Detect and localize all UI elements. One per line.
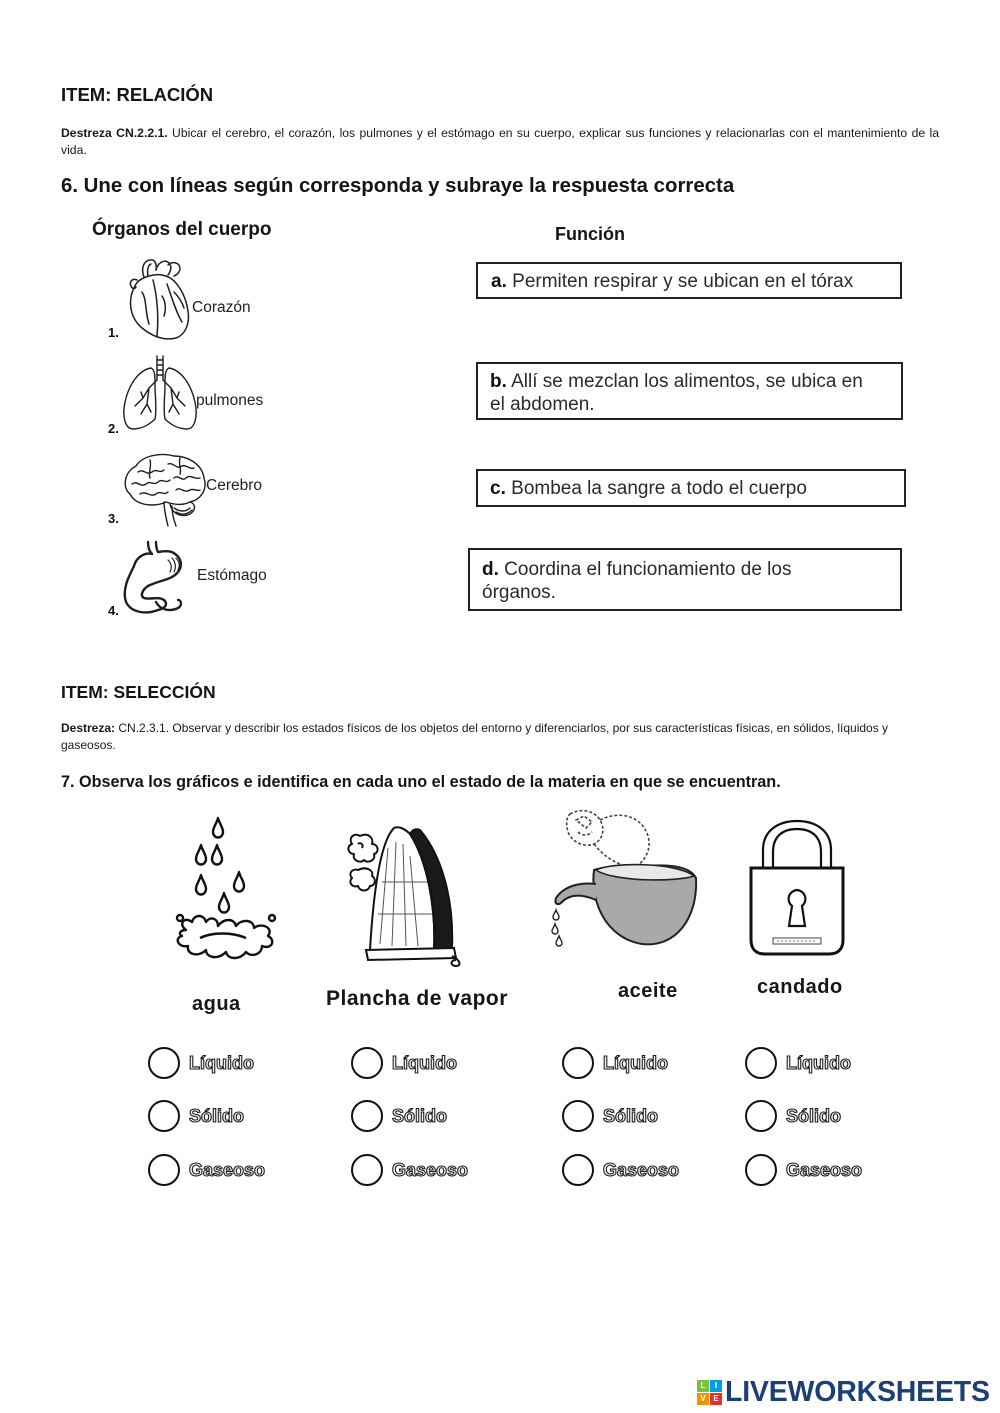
option-solid[interactable] [562, 1100, 658, 1132]
liveworksheets-logo[interactable] [697, 1377, 990, 1407]
option-liquid[interactable] [562, 1047, 668, 1079]
option-gas[interactable] [351, 1154, 468, 1186]
item-label: agua [192, 993, 241, 1015]
lungs-icon [120, 354, 200, 432]
logo-block: I [710, 1380, 722, 1392]
function-text: Permiten respirar y se ubican en el tórax [512, 271, 854, 292]
option-label: Sólido [603, 1106, 658, 1126]
heart-icon [122, 256, 194, 342]
item-label: aceite [618, 980, 678, 1002]
radio-circle[interactable] [351, 1100, 383, 1132]
organ-number: 1. [108, 325, 119, 340]
function-letter: b. [490, 371, 507, 392]
option-label: Líquido [603, 1053, 668, 1073]
radio-circle[interactable] [562, 1100, 594, 1132]
radio-circle[interactable] [148, 1154, 180, 1186]
option-gas[interactable] [745, 1154, 862, 1186]
function-text: Coordina el funcionamiento de los órganos. [482, 559, 792, 603]
radio-circle[interactable] [351, 1154, 383, 1186]
option-liquid[interactable] [148, 1047, 254, 1079]
radio-circle[interactable] [745, 1154, 777, 1186]
option-label: Sólido [786, 1106, 841, 1126]
function-letter: d. [482, 559, 499, 580]
function-box-c[interactable] [476, 469, 906, 507]
organ-number: 3. [108, 511, 119, 526]
steam-iron-icon [346, 822, 464, 968]
organ-number: 2. [108, 421, 119, 436]
item-label: candado [757, 976, 843, 998]
matter-item-padlock [738, 800, 908, 1190]
option-solid[interactable] [148, 1100, 244, 1132]
option-solid[interactable] [351, 1100, 447, 1132]
organ-item-heart[interactable] [104, 254, 264, 346]
organ-item-stomach[interactable] [104, 536, 274, 622]
oil-jug-icon [550, 806, 702, 954]
option-label: Líquido [189, 1053, 254, 1073]
organ-label: Cerebro [206, 477, 262, 494]
option-solid[interactable] [745, 1100, 841, 1132]
function-box-b[interactable] [476, 362, 903, 420]
logo-block: L [697, 1380, 709, 1392]
radio-circle[interactable] [562, 1047, 594, 1079]
function-box-a[interactable] [476, 262, 902, 299]
organ-label: Corazón [192, 299, 251, 316]
radio-circle[interactable] [562, 1154, 594, 1186]
organ-item-brain[interactable] [104, 448, 274, 532]
option-liquid[interactable] [745, 1047, 851, 1079]
radio-circle[interactable] [745, 1047, 777, 1079]
option-liquid[interactable] [351, 1047, 457, 1079]
matter-item-oil [545, 800, 715, 1190]
functions-column-header: Función [555, 224, 625, 244]
function-text: Bombea la sangre a todo el cuerpo [511, 478, 807, 499]
skill-text: Ubicar el cerebro, el corazón, los pulmones y el estómago en su cuerpo, explicar sus funciones y relacionarlas con el mantenimiento de la vida. [61, 126, 939, 157]
logo-blocks-icon [697, 1380, 722, 1405]
option-label: Sólido [189, 1106, 244, 1126]
option-label: Líquido [392, 1053, 457, 1073]
option-label: Gaseoso [189, 1160, 266, 1180]
radio-circle[interactable] [148, 1100, 180, 1132]
matter-item-steam-iron [320, 800, 520, 1190]
skill-code: Destreza CN.2.2.1. [61, 126, 168, 140]
section-heading-relation: ITEM: RELACIÓN [61, 84, 214, 105]
option-gas[interactable] [148, 1154, 265, 1186]
option-label: Sólido [392, 1106, 447, 1126]
organ-item-lungs[interactable] [104, 352, 274, 442]
organs-column-header: Órganos del cuerpo [92, 219, 272, 240]
function-letter: c. [490, 478, 506, 499]
brain-icon [120, 450, 208, 530]
skill-description-relation [61, 125, 939, 159]
water-drops-icon [172, 812, 280, 962]
organ-label: Estómago [197, 567, 267, 584]
radio-circle[interactable] [745, 1100, 777, 1132]
skill-description-selection [61, 720, 939, 754]
option-gas[interactable] [562, 1154, 679, 1186]
question-6: 6. Une con líneas según corresponda y subraye la respuesta correcta [61, 175, 735, 197]
skill-text: CN.2.3.1. Observar y describir los estados físicos de los objetos del entorno y diferenciarlos, por sus características físicas, en sólidos, líquidos y gaseosos. [61, 721, 889, 752]
item-label: Plancha de vapor [326, 987, 508, 1010]
organ-label: pulmones [196, 392, 264, 409]
function-box-d[interactable] [468, 548, 902, 611]
organ-number: 4. [108, 603, 119, 618]
option-label: Gaseoso [603, 1160, 680, 1180]
radio-circle[interactable] [148, 1047, 180, 1079]
logo-block: V [697, 1393, 709, 1405]
logo-text: LIVEWORKSHEETS [725, 1376, 990, 1408]
option-label: Gaseoso [786, 1160, 863, 1180]
question-7: 7. Observa los gráficos e identifica en cada uno el estado de la materia en que se encuentran. [61, 773, 781, 791]
option-label: Líquido [786, 1053, 851, 1073]
logo-block: E [710, 1393, 722, 1405]
section-heading-selection: ITEM: SELECCIÓN [61, 682, 216, 702]
radio-circle[interactable] [351, 1047, 383, 1079]
function-text: Allí se mezclan los alimentos, se ubica en el abdomen. [490, 371, 863, 415]
function-letter: a. [491, 271, 507, 292]
padlock-icon [745, 818, 849, 958]
stomach-icon [118, 538, 198, 618]
skill-code: Destreza: [61, 721, 116, 735]
option-label: Gaseoso [392, 1160, 469, 1180]
matter-item-water [140, 800, 335, 1190]
